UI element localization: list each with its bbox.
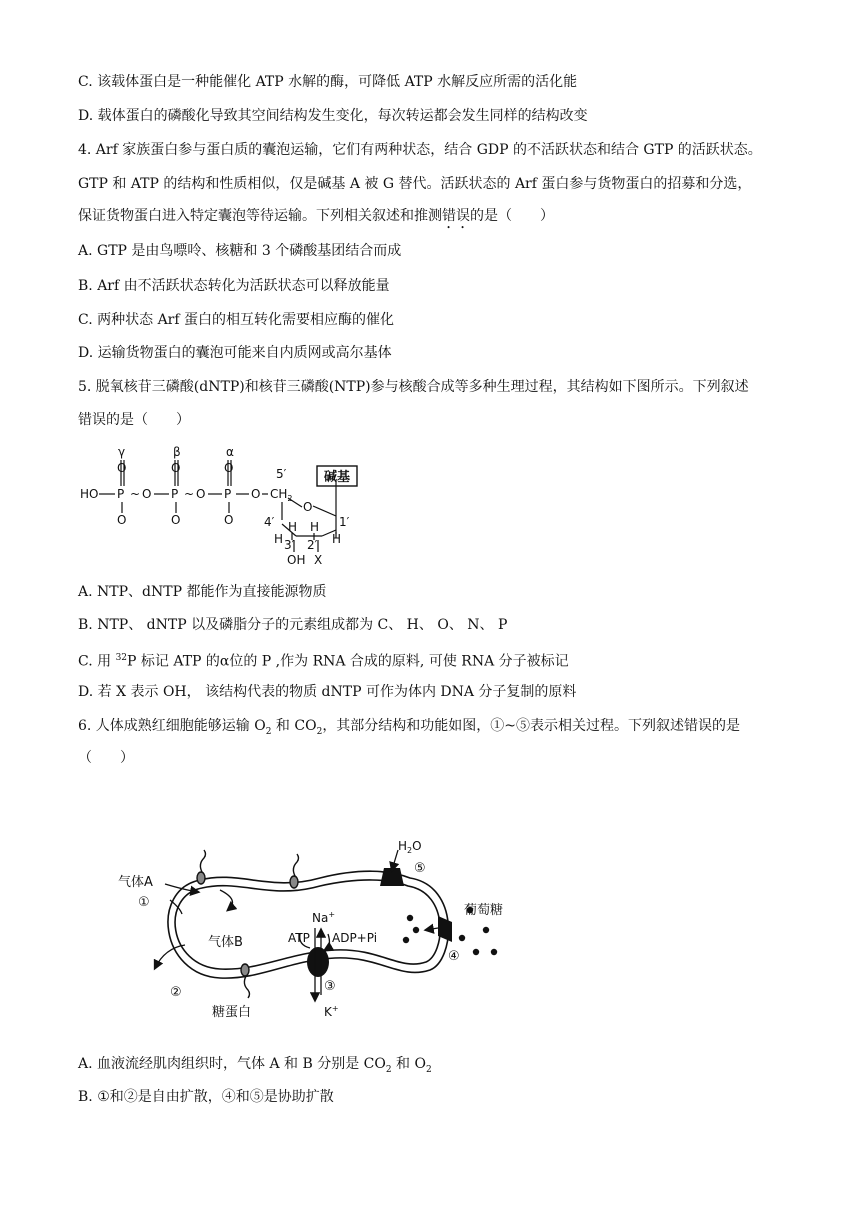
svg-text:O: O: [224, 513, 234, 527]
svg-text:5′: 5′: [276, 467, 287, 481]
svg-text:4′: 4′: [264, 515, 275, 529]
q6-stem-line1: 6. 人体成熟红细胞能够运输 $O_2$ 和 $CO_2$，其部分结构和功能如图，①~⑤表示相关过程。下列叙述错误的是: [78, 718, 741, 737]
svg-text:β: β: [173, 445, 181, 459]
svg-text:O: O: [117, 461, 127, 475]
q4-stem-line2: GTP 和 ATP 的结构和性质相似，仅是碱基 A 被 G 替代。活跃状态的 Arf 蛋白参与货物蛋白的招募和分选，: [78, 176, 752, 192]
q5-option-a: A. NTP、dNTP 都能作为直接能源物质: [78, 584, 327, 600]
svg-text:H: H: [274, 532, 284, 546]
svg-text:H2O: $H_2O$: [398, 839, 422, 855]
svg-text:P: P: [117, 487, 125, 501]
svg-text:O: O: [224, 461, 234, 475]
cell-membrane-inner: [175, 880, 440, 969]
svg-text:CH2: $CH_2$: [270, 487, 293, 503]
q4-stem-line3: 保证货物蛋白进入特定囊泡等待运输。下列相关叙述和推测错误的是（ ）: [78, 208, 554, 224]
svg-text:ATP: ATP: [288, 931, 310, 945]
svg-text:H: H: [332, 532, 342, 546]
svg-text:气体B: 气体B: [208, 935, 243, 950]
svg-text:2′: 2′: [307, 538, 318, 552]
emphasis-word: 错误: [442, 208, 470, 224]
q6-option-b: B. ①和②是自由扩散，④和⑤是协助扩散: [78, 1089, 334, 1105]
svg-text:~: ~: [184, 487, 195, 501]
q5-option-d: D. 若 X 表示 OH， 该结构代表的物质 dNTP 可作为体内 DNA 分子复制的原料: [78, 684, 577, 700]
svg-text:H: H: [288, 520, 298, 534]
svg-text:O: O: [171, 461, 181, 475]
q5-option-c: C. 用 $^{32}$P 标记 ATP 的α位的 P ,作为 RNA 合成的原料, 可使 RNA 分子被标记: [78, 653, 569, 670]
q4-option-b: B. Arf 由不活跃状态转化为活跃状态可以释放能量: [78, 278, 390, 294]
svg-text:ADP+Pi: ADP+Pi: [332, 931, 378, 945]
svg-text:1′: 1′: [339, 515, 350, 529]
svg-text:⑤: ⑤: [414, 861, 426, 876]
svg-text:~: ~: [130, 487, 141, 501]
svg-text:O: O: [171, 513, 181, 527]
svg-text:OH: OH: [287, 553, 306, 567]
q6-option-a: A. 血液流经肌肉组织时，气体 A 和 B 分别是 $CO_2$ 和 $O_2$: [78, 1056, 432, 1075]
svg-text:3′: 3′: [284, 538, 295, 552]
svg-text:P: P: [171, 487, 179, 501]
q4-option-c: C. 两种状态 Arf 蛋白的相互转化需要相应酶的催化: [78, 312, 394, 328]
sodium-potassium-pump-icon: [307, 947, 329, 977]
svg-text:④: ④: [448, 949, 460, 964]
svg-text:糖蛋白: 糖蛋白: [212, 1005, 252, 1020]
red-blood-cell-figure: [110, 830, 510, 1025]
svg-text:γ: γ: [118, 445, 126, 459]
svg-text:O: O: [117, 513, 127, 527]
svg-text:X: X: [314, 553, 323, 567]
q3-option-c: C. 该载体蛋白是一种能催化 ATP 水解的酶，可降低 ATP 水解反应所需的活化能: [78, 74, 578, 90]
aquaporin-icon: [380, 868, 404, 886]
svg-text:H: H: [310, 520, 320, 534]
base-label: 碱基: [324, 470, 351, 485]
svg-text:气体A: 气体A: [118, 875, 153, 890]
nucleotide-structure-figure: [74, 440, 374, 570]
svg-text:②: ②: [170, 985, 182, 1000]
q5-option-b: B. NTP、 dNTP 以及磷脂分子的元素组成都为 C、 H、 O、 N、 P: [78, 617, 508, 633]
svg-text:α: α: [226, 445, 234, 459]
svg-text:O: O: [303, 500, 313, 514]
svg-text:葡萄糖: 葡萄糖: [464, 903, 504, 918]
q3-option-d: D. 载体蛋白的磷酸化导致其空间结构发生变化，每次转运都会发生同样的结构改变: [78, 108, 588, 124]
q5-stem-line2: 错误的是（ ）: [78, 412, 190, 428]
svg-text:HO: HO: [80, 487, 99, 501]
svg-text:O: O: [142, 487, 152, 501]
svg-text:O: O: [196, 487, 206, 501]
svg-text:③: ③: [324, 979, 336, 994]
svg-text:K+: K+: [324, 1004, 339, 1019]
q5-stem-line1: 5. 脱氧核苷三磷酸(dNTP)和核苷三磷酸(NTP)参与核酸合成等多种生理过程，其结构如下图所示。下列叙述: [78, 379, 749, 395]
q6-stem-line2: （ ）: [78, 750, 134, 766]
svg-text:①: ①: [138, 895, 150, 910]
q4-option-a: A. GTP 是由鸟嘌呤、核糖和 3 个磷酸基团结合而成: [78, 243, 402, 259]
svg-text:P: P: [224, 487, 232, 501]
svg-text:O: O: [251, 487, 261, 501]
q4-stem-line1: 4. Arf 家族蛋白参与蛋白质的囊泡运输，它们有两种状态，结合 GDP 的不活跃状态和结合 GTP 的活跃状态。: [78, 142, 762, 158]
svg-text:Na+: Na+: [312, 910, 336, 925]
q4-option-d: D. 运输货物蛋白的囊泡可能来自内质网或高尔基体: [78, 345, 392, 361]
